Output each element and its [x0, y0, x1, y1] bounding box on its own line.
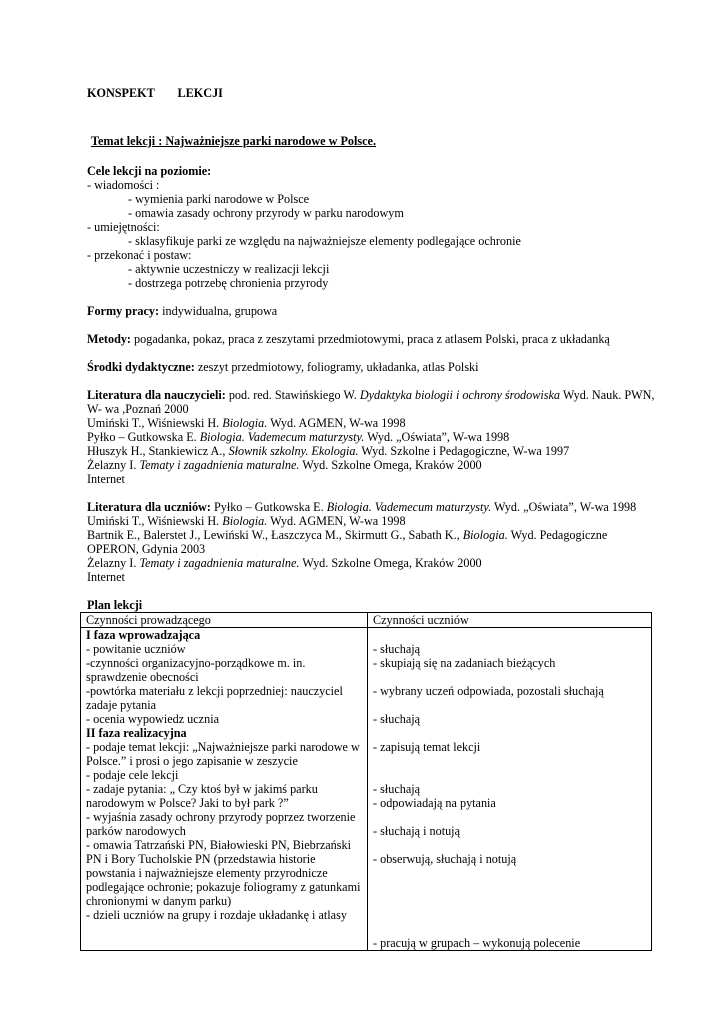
lit-text: Wyd. Szkolne Omega, Kraków 2000 [299, 458, 482, 472]
teacher-activities [81, 628, 368, 951]
teacher-activity: - powitanie uczniów [86, 642, 186, 656]
lit-entry: Internet [87, 570, 125, 584]
goal-item: - wymienia parki narodowe w Polsce [128, 192, 310, 206]
lit-entry [87, 416, 657, 430]
lit-entry [87, 430, 657, 444]
lit-entry [87, 556, 657, 570]
lit-title: Dydaktyka biologii i ochrony środowiska [359, 388, 561, 402]
student-activity: - pracują w grupach – wykonują polecenie [373, 936, 581, 950]
lit-title: Biologia. Vademecum maturzysty. [199, 430, 365, 444]
document-title: KONSPEKT LEKCJI [87, 86, 223, 100]
teaching-aids [87, 360, 657, 374]
student-activity: - odpowiadają na pytania [373, 796, 496, 810]
teacher-activity: - zadaje pytania: „ Czy ktoś był w jakimś parku narodowym w Polsce? Jaki to był park ?” [86, 782, 318, 810]
work-forms-text: indywidualna, grupowa [159, 304, 278, 318]
spacer [373, 726, 646, 740]
lit-title: Tematy i zagadnienia maturalne. [139, 458, 300, 472]
student-activity: - słuchają [373, 642, 421, 656]
phase-heading: I faza wprowadzająca [86, 628, 201, 642]
goals-knowledge-label: - wiadomości : [87, 178, 160, 192]
lit-title: Biologia. [462, 528, 508, 542]
lesson-plan-table [80, 612, 652, 951]
student-activity: - słuchają i notują [373, 824, 460, 838]
teacher-activity: - omawia Tatrzański PN, Białowieski PN, Biebrzański PN i Bory Tucholskie PN (przedstawia historie powstania i najważniejsze elementy przyrodnicze podlegające ochronie; pokazuje foliogramy z gatunkami chronionymi w danym parku) [86, 838, 361, 908]
lit-text: Wyd. „Oświata”, W-wa 1998 [364, 430, 510, 444]
lit-text: Pyłko – Gutkowska E. [210, 500, 327, 514]
goal-item: - dostrzega potrzebę chronienia przyrody [128, 276, 329, 290]
teacher-activity: -powtórka materiału z lekcji poprzedniej: nauczyciel zadaje pytania [86, 684, 343, 712]
lit-text: Wyd. Pedagogiczne OPERON, Gdynia 2003 [87, 528, 608, 556]
goal-item: - sklasyfikuje parki ze względu na najważniejsze elementy podlegające ochronie [128, 234, 521, 248]
methods-text: pogadanka, pokaz, praca z zeszytami przedmiotowymi, praca z atlasem Polski, praca z układanką [131, 332, 610, 346]
lit-text: Wyd. Szkolne Omega, Kraków 2000 [299, 556, 482, 570]
teacher-activity: - dzieli uczniów na grupy i rozdaje układankę i atlasy [86, 908, 347, 922]
phase-heading: II faza realizacyjna [86, 726, 187, 740]
lit-entry [87, 388, 657, 416]
teacher-activity: - wyjaśnia zasady ochrony przyrody poprzez tworzenie parków narodowych [86, 810, 356, 838]
lit-text: Wyd. Nauk. PWN, W- wa ,Poznań 2000 [87, 388, 655, 416]
work-forms-label: Formy pracy: [87, 304, 160, 318]
aids-text: zeszyt przedmiotowy, foliogramy, układanka, atlas Polski [194, 360, 479, 374]
goals-attitudes-label: - przekonać i postaw: [87, 248, 192, 262]
lit-text: Umiński T., Wiśniewski H. [87, 416, 223, 430]
goals-skills-label: - umiejętności: [87, 220, 160, 234]
teacher-activity: -czynności organizacyjno-porządkowe m. in. sprawdzenie obecności [86, 656, 306, 684]
lesson-goals [87, 164, 657, 290]
student-lit-label: Literatura dla uczniów: [87, 500, 211, 514]
goals-heading: Cele lekcji na poziomie: [87, 164, 212, 178]
table-header-row [81, 613, 652, 628]
goal-item: - omawia zasady ochrony przyrody w parku narodowym [128, 206, 404, 220]
lit-text: Żelazny I. [87, 458, 140, 472]
student-activity: - słuchają [373, 782, 421, 796]
lit-text: Wyd. AGMEN, W-wa 1998 [267, 514, 406, 528]
goal-item: - aktywnie uczestniczy w realizacji lekcji [128, 262, 330, 276]
teacher-activity: - podaje cele lekcji [86, 768, 179, 782]
student-activity: - skupiają się na zadaniach bieżących [373, 656, 556, 670]
lit-entry [87, 528, 657, 556]
teacher-lit-label: Literatura dla nauczycieli: [87, 388, 226, 402]
lit-entry [87, 444, 657, 458]
lit-text: Umiński T., Wiśniewski H. [87, 514, 223, 528]
student-activity: - zapisują temat lekcji [373, 740, 481, 754]
column-header-teacher: Czynności prowadzącego [81, 613, 368, 628]
student-activity: - słuchają [373, 712, 421, 726]
work-forms [87, 304, 657, 318]
teacher-activity: - ocenia wypowiedz ucznia [86, 712, 219, 726]
aids-label: Środki dydaktyczne: [87, 360, 195, 374]
lit-text: Pyłko – Gutkowska E. [87, 430, 200, 444]
student-activity: - wybrany uczeń odpowiada, pozostali słuchają [373, 684, 604, 698]
lit-entry: Internet [87, 472, 125, 486]
lit-entry [87, 458, 657, 472]
lit-title: Biologia. [222, 416, 268, 430]
teacher-activity: - podaje temat lekcji: „Najważniejsze parki narodowe w Polsce.” i prosi o jego zapisanie w zeszycie [86, 740, 360, 768]
teacher-literature [87, 388, 657, 486]
student-activity: - obserwują, słuchają i notują [373, 852, 517, 866]
lit-text: pod. red. Stawińskiego W. [225, 388, 360, 402]
lit-title: Biologia. Vademecum maturzysty. [326, 500, 492, 514]
lesson-topic: Temat lekcji : Najważniejsze parki narodowe w Polsce. [91, 134, 377, 148]
lit-text: Żelazny I. [87, 556, 140, 570]
table-row [81, 628, 652, 951]
document-page [87, 86, 657, 951]
methods [87, 332, 657, 346]
spacer [373, 628, 646, 642]
lit-text: Bartnik E., Balerstet J., Lewiński W., Łaszczyca M., Skirmutt G., Sabath K., [87, 528, 463, 542]
student-activities [368, 628, 652, 951]
lit-text: Wyd. AGMEN, W-wa 1998 [267, 416, 406, 430]
lit-entry [87, 514, 657, 528]
student-literature [87, 500, 657, 584]
methods-label: Metody: [87, 332, 131, 346]
column-header-students: Czynności uczniów [368, 613, 652, 628]
lit-title: Słownik szkolny. Ekologia. [228, 444, 359, 458]
lit-title: Biologia. [222, 514, 268, 528]
lit-entry [87, 500, 657, 514]
lit-text: Hłuszyk H., Stankiewicz A., [87, 444, 229, 458]
lit-text: Wyd. „Oświata”, W-wa 1998 [491, 500, 637, 514]
plan-heading: Plan lekcji [87, 598, 143, 612]
lit-text: Wyd. Szkolne i Pedagogiczne, W-wa 1997 [358, 444, 570, 458]
lit-title: Tematy i zagadnienia maturalne. [139, 556, 300, 570]
